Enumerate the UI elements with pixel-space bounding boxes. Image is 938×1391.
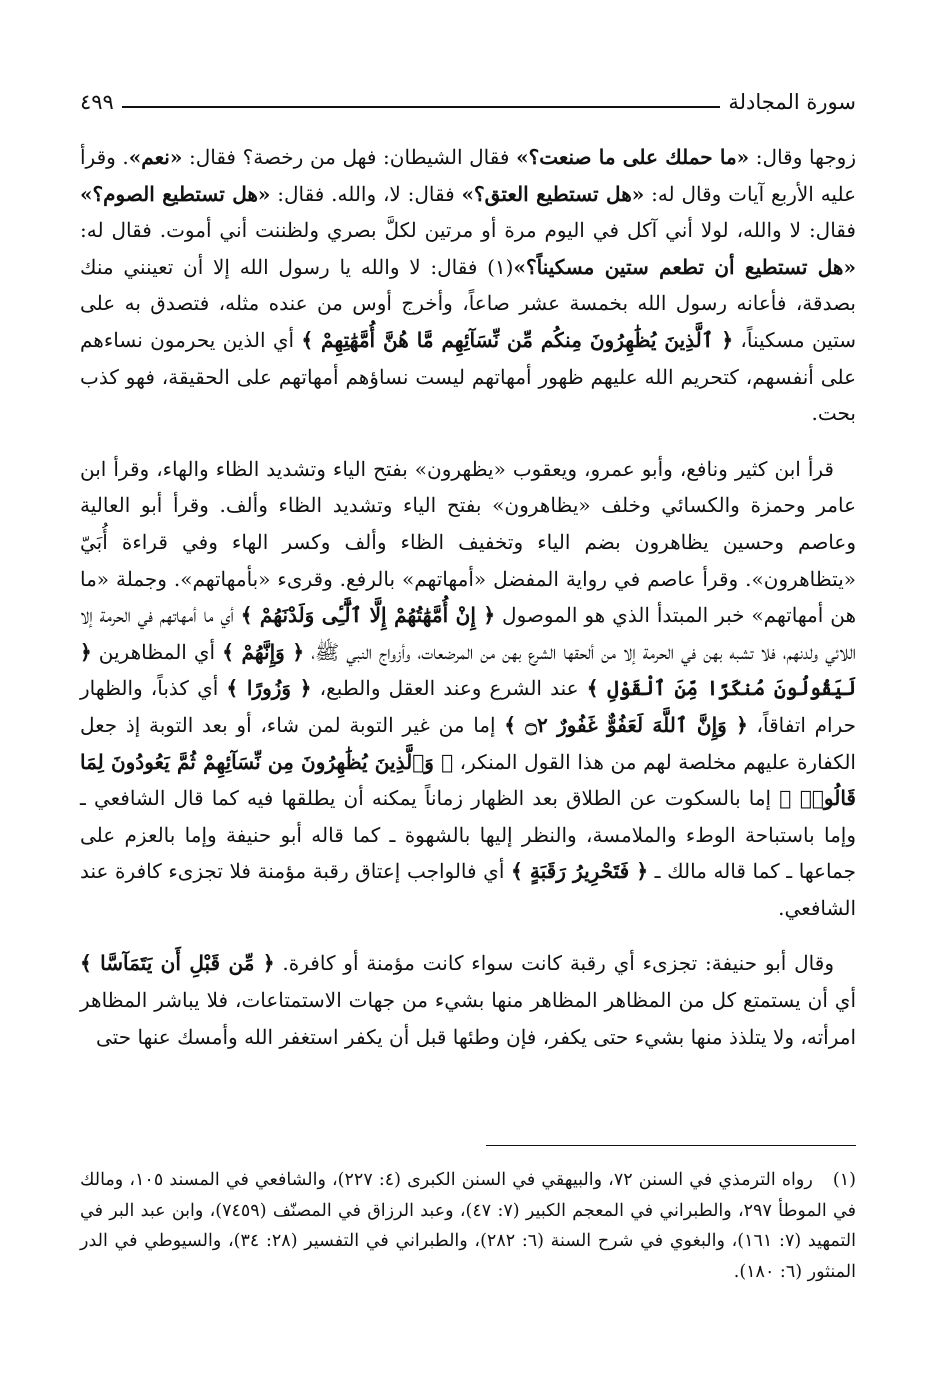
text-run: فقال الشيطان: فهل من رخصة؟ فقال: [182,145,517,169]
emphasized-text: ﴿ ٱلَّذِينَ يُظَٰهِرُونَ مِنكُم مِّن نِّسَآئِهِم مَّا هُنَّ أُمَّهَٰتِهِمْ ﴾ [301,327,734,352]
surah-title: سورة المجادلة [728,90,856,114]
text-run: إما بالسكوت عن الطلاق بعد الظهار زماناً يمكنه أن يطلقها فيه كما قال الشافعي ـ وإما باستباحة الوطء والملامسة، والنظر إليها بالشهوة ـ كما قاله أبو حنيفة وإما بالعزم على جماعها ـ كما قاله مالك ـ [80,786,856,884]
text-run: أي المظاهرين [91,639,223,664]
text-run: فقال: لا، والله. فقال: [270,181,462,206]
text-run: أي الذين يحرمون نساءهم على أنفسهم، كتحريم الله عليهم ظهور أمهاتهم ليست نساؤهم أمهاتهم على الحقيقة، فهو كذب بحت. [80,327,856,426]
page-number: ٤٩٩ [80,90,114,114]
footnote-text: رواه الترمذي في السنن ٧٢، والبيهقي في السنن الكبرى (٤: ٢٢٧)، والشافعي في المسند ١٠٥، ومالك في الموطأ ٢٩٧، والطبراني في المعجم الكبير (٧: ٤٧)، وعبد الرزاق في المصنّف (٧٤٥٩)، وابن عبد البر في التمهيد (٧: ١٦١)، والبغوي في شرح السنة (٦: ٢٨٢)، والطبراني في التفسير (٢٨: ٣٤)، والسيوطي في الدر المنثور (٦: ١٨٠). [80,1170,857,1282]
text-run: أي فالواجب إعتاق رقبة مؤمنة فلا تجزىء كافرة عند الشافعي. [80,859,856,920]
emphasized-text: ﴿ إِنْ أُمَّهَٰتُهُمْ إِلَّا ٱلَّٰٓـِٔى وَلَدْنَهُمْ ﴾ [240,603,496,628]
emphasized-text: «هل تستطيع أن تطعم ستين مسكيناً؟» [513,254,856,279]
text-run: زوجها وقال: [749,145,856,169]
header-rule [122,106,721,108]
text-run: أي ما أمهاتهم في الحرمة إلا اللائي ولدنهم، فلا تشبه بهن في الحرمة إلا من ألحقها الشرع بهن من المرضعات، وأزواج النبي ﷺ، [80,603,856,664]
text-run: وقال أبو حنيفة: تجزىء أي رقبة كانت سواء كانت مؤمنة أو كافرة. [274,951,834,976]
text-run: فقال: لا والله، لولا أني آكل في اليوم مرة أو مرتين لكلَّ بصري ولظننت أني أموت. فقال له: [80,218,856,243]
text-run: إما من غير التوبة لمن شاء، أو بعد التوبة إذ جعل الكفارة عليهم مخلصة لهم من هذا القول المنكر، [80,712,856,774]
emphasized-text: «هل تستطيع العتق؟» [461,181,645,206]
text-run: أي كذباً، والظهار حرام اتفاقاً، [80,676,857,737]
text-run: (١) فقال: لا والله يا رسول الله إلا أن تعينني منك بصدقة، فأعانه رسول الله بخمسة عشر صاعاً، وأخرج أوس من عنده مثله، فتصدق به على ستين مسكيناً، [80,254,856,352]
text-run: عند الشرع وعند العقل والطبع، [311,676,587,701]
text-run: أي أن يستمتع كل من المظاهر المظاهر منها بشيء من جهات الاستمتاعات، فلا يباشر المظاهر امرأته، ولا يتلذذ منها بشيء حتى يكفر، فإن وطئها قبل أن يكفر استغفر الله وأمسك عنها حتى [80,988,857,1049]
main-text [80,139,856,1055]
text-run: . وقرأ عليه الأربع آيات وقال له: [80,145,857,206]
emphasized-text: ﴿ لَيَقُولُونَ مُنكَرًا مِّنَ ٱلْقَوْلِ ﴾ [80,639,856,701]
footnote-number: (١) [832,1170,856,1190]
footnote [80,1165,856,1287]
footnote-separator [486,1145,856,1146]
emphasized-text: ﴿ وَإِنَّهُمْ ﴾ [222,639,305,664]
emphasized-text: ﴿ وَإِنَّ ٱللَّهَ لَعَفُوٌّ غَفُورٌ ۝٢ ﴾ [504,712,748,737]
paragraph [80,139,856,432]
paragraph [80,945,856,1055]
emphasized-text: «هل تستطيع الصوم؟» [80,181,271,206]
emphasized-text: ﴿ وَزُورًا ﴾ [226,676,312,701]
running-header [80,86,856,118]
emphasized-text: ﴿ فَتَحْرِيرُ رَقَبَةٍ ﴾ [510,859,649,884]
emphasized-text: ﴿ وَٱلَّذِينَ يُظَٰهِرُونَ مِن نِّسَآئِهِمْ ثُمَّ يَعُودُونَ لِمَا قَالُوا۟ ﴾ [80,749,856,811]
text-run: قرأ ابن كثير ونافع، وأبو عمرو، ويعقوب «يظهرون» بفتح الياء وتشديد الظاء والهاء، وقرأ ابن عامر وحمزة والكسائي وخلف «يظاهرون» بفتح الياء وتشديد الظاء وألف. وقرأ أبو العالية وعاصم وحسين يظاهرون بضم الياء وتخفيف الظاء وألف وكسر الهاء وفي قراءة أُبَيّ «يتظاهرون». وقرأ عاصم في رواية المفضل «أمهاتهم» بالرفع. وقرىء «بأمهاتهم». وجملة «ما هن أمهاتهم» خبر المبتدأ الذي هو الموصول [80,456,857,628]
emphasized-text: ﴿ مِّن قَبْلِ أَن يَتَمَآسَّا ﴾ [80,951,275,976]
paragraph [80,451,856,927]
emphasized-text: «نعم» [128,145,183,169]
emphasized-text: «ما حملك على ما صنعت؟» [516,145,750,169]
